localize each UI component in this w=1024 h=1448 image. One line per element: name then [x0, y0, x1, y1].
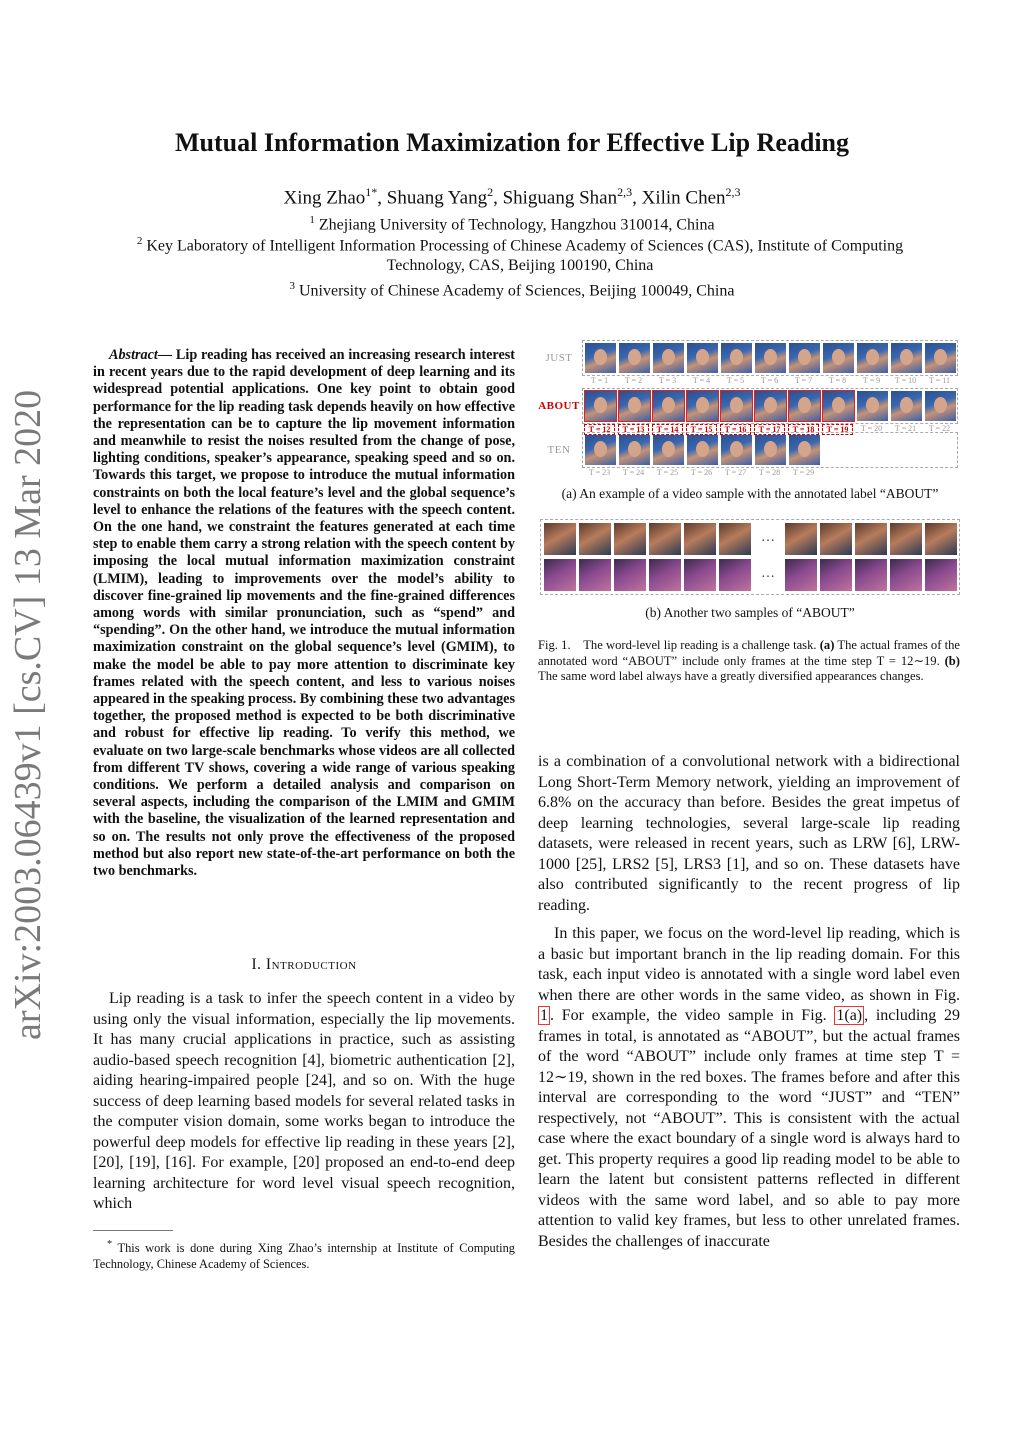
video-frame — [925, 523, 957, 555]
video-frame — [925, 391, 956, 421]
empty-frame — [925, 435, 956, 465]
row-label-just: JUST — [545, 352, 573, 364]
time-label: T = 19 — [822, 424, 853, 435]
time-label: T = 24 — [622, 468, 645, 477]
video-frame — [823, 343, 854, 373]
video-frame — [544, 559, 576, 591]
video-frame — [585, 343, 616, 373]
figure-1a-caption: (a) An example of a video sample with the annotated label “ABOUT” — [561, 486, 939, 501]
video-frame — [579, 559, 611, 591]
video-frame — [789, 391, 820, 421]
time-label: T = 22 — [928, 424, 951, 433]
time-label: T = 4 — [692, 376, 711, 385]
video-frame — [857, 391, 888, 421]
video-frame — [649, 559, 681, 591]
time-label: T = 12 — [584, 424, 615, 435]
row-label-about: ABOUT — [538, 400, 580, 412]
time-label: T = 20 — [860, 424, 883, 433]
video-frame — [721, 391, 752, 421]
affiliation-sup: 3 — [289, 280, 295, 292]
time-label: T = 1 — [590, 376, 609, 385]
video-frame — [614, 523, 646, 555]
affiliation-text: University of Chinese Academy of Sciences, Beijing 100049, China — [299, 282, 735, 300]
author-sup: 2,3 — [725, 185, 741, 199]
figure-1a — [538, 340, 962, 476]
affiliation-3 — [0, 276, 1024, 301]
footnote-text: This work is done during Xing Zhao’s internship at Institute of Computing Technology, Chinese Academy of Sciences. — [93, 1241, 515, 1271]
time-label: T = 7 — [794, 376, 813, 385]
time-label: T = 14 — [652, 424, 683, 435]
time-label: T = 23 — [588, 468, 611, 477]
figure-1b — [540, 519, 960, 595]
author-sup: 2,3 — [617, 185, 633, 199]
intro-paragraph: Lip reading is a task to infer the speech content in a video by using only the visual information, especially the lip movements. It has many crucial applications in practice, such as assisting audio-based speech recognition [4], biometric authentication [2], aiding hearing-impaired people [24], and so on. With the huge success of deep learning based models for several related tasks in the computer vision domain, some works began to introduce the powerful deep models for effective lip reading in these years [2], [20], [19], [16]. For example, [20] proposed an end-to-end deep learning architecture for word level visual speech recognition, which — [93, 990, 515, 1212]
video-frame — [687, 343, 718, 373]
video-frame — [653, 343, 684, 373]
frame-row-just — [582, 340, 958, 376]
figure-reference-link[interactable]: 1(a) — [836, 1007, 863, 1024]
section-title: Introduction — [265, 956, 357, 973]
footnote-rule — [93, 1230, 173, 1231]
video-frame — [785, 559, 817, 591]
time-labels-row-1 — [584, 376, 960, 385]
frame-row-ten — [582, 432, 958, 468]
video-frame — [619, 435, 650, 465]
empty-frame — [823, 435, 854, 465]
section-heading — [93, 956, 515, 974]
video-frame — [755, 343, 786, 373]
video-frame — [891, 343, 922, 373]
paragraph-text: In this paper, we focus on the word-level lip reading, which is a basic but important branch in the lip reading domain. For this task, each input video is annotated with a single word label even when there are other words in the same video, as shown in Fig. — [538, 925, 960, 1004]
video-frame — [687, 435, 718, 465]
time-label: T = 6 — [760, 376, 779, 385]
video-frame — [614, 559, 646, 591]
video-frame — [890, 559, 922, 591]
frame-row-about — [582, 388, 958, 424]
time-label: T = 25 — [656, 468, 679, 477]
author-name: Shiguang Shan — [502, 187, 618, 209]
time-label: T = 8 — [828, 376, 847, 385]
author-list: Xing Zhao$^{1*}$, Shuang Yang$^2$, Shiguang Shan$^{2,3}$, Xilin Chen$^{2,3}$ — [283, 185, 741, 209]
ellipsis: … — [761, 566, 775, 581]
video-frame — [823, 391, 854, 421]
author-sup: 2 — [487, 185, 494, 199]
caption-text: The word-level lip reading is a challenge task. — [583, 638, 820, 652]
video-frame — [579, 523, 611, 555]
footnote — [93, 1237, 515, 1272]
video-frame — [719, 559, 751, 591]
sample-row-1 — [544, 523, 957, 555]
affiliation-2 — [130, 231, 910, 276]
author-sup: 1* — [365, 185, 378, 199]
video-frame — [585, 391, 616, 421]
caption-text: The actual frames of the annotated word “ABOUT” include only frames at the time step T = 12∼19. — [538, 638, 961, 668]
author-name: Xilin Chen — [641, 187, 726, 209]
paper-title: Mutual Information Maximization for Effective Lip Reading — [174, 128, 850, 157]
paragraph-text: , including 29 frames in total, is annotated as “ABOUT”, but the actual frames of the word “ABOUT” include only frames at time step T = 12∼19, shown in the red boxes. The frames before and after this interval are corresponding to the word “JUST” and “TEN” respectively, not “ABOUT”. This is consistent with the actual case where the exact boundary of a single word is always hard to get. This property requires a good lip reading model to be able to learn the latent but consistent patterns reflected in different videos with the same word label, and so able to pay more attention to valid key frames, but less to other unrelated frames. Besides the challenges of inaccurate — [538, 1007, 961, 1250]
intro-left-column — [93, 989, 515, 1215]
affiliation-sup: 1 — [309, 214, 315, 226]
video-frame — [789, 435, 820, 465]
video-frame — [684, 559, 716, 591]
affiliation-text: Zhejiang University of Technology, Hangzhou 310014, China — [318, 216, 715, 234]
video-frame — [649, 523, 681, 555]
time-label: T = 5 — [726, 376, 745, 385]
video-frame — [653, 435, 684, 465]
section-number: I. — [251, 956, 262, 973]
time-label: T = 10 — [894, 376, 917, 385]
video-frame — [687, 391, 718, 421]
time-label: T = 28 — [758, 468, 781, 477]
abstract-text: — Lip reading has received an increasing research interest in recent years due to the rapid development of deep learning and its widespread potential applications. One key point to obtain good performance for the lip reading task depends heavily on how effective the representation can be to capture the lip movement information and meanwhile to resist the noises resulted from the change of pose, lighting conditions, speaker’s appearance, speaking speed and so on. Towards this target, we propose to introduce the mutual information constraints on both the local feature’s level and the global sequence’s level to enhance the relations of the features with the speech content. On the one hand, we constraint the features generated at each time step to enable them carry a strong relation with the speech content by imposing the local mutual information maximization constraint (LMIM), leading to improvements over the model’s ability to discover fine-grained lip movements and the fine-grained differences among words with similar pronunciation, such as “spend” and “spending”. On the other hand, we introduce the mutual information maximization constraint on the global sequence’s level (GMIM), to make the model be able to pay more attention to discriminate key frames related with the speech content, and less to various noises appeared in the speaking process. By combining these two advantages together, the proposed method is expected to be both discriminative and robust for effective lip reading. To verify this method, we evaluate on two large-scale benchmarks whose videos are all collected from different TV shows, covering a wide range of various speaking conditions. We perform a detailed analysis and comparison on several aspects, including the comparison of the LMIM and GMIM with the baseline, the visualization of the learned representation and so on. The results not only prove the effectiveness of the proposed method but also report new state-of-the-art performance on both the two benchmarks. — [93, 347, 515, 880]
author-name: Shuang Yang — [386, 187, 488, 209]
row-label-ten: TEN — [547, 444, 571, 456]
abstract-lead: Abstract — [109, 347, 158, 363]
figure-1b-caption: (b) Another two samples of “ABOUT” — [645, 605, 855, 620]
abstract — [93, 347, 515, 880]
time-label: T = 9 — [862, 376, 881, 385]
figure-reference-link[interactable]: 1 — [540, 1007, 548, 1024]
video-frame — [855, 559, 887, 591]
ellipsis: … — [761, 530, 775, 545]
time-labels-row-3 — [584, 468, 960, 477]
intro-paragraph — [538, 924, 960, 1252]
affiliation-text: Key Laboratory of Intelligent Information Processing of Chinese Academy of Sciences (CAS), Institute of Computing Technology, CAS, Beijing 100190, China — [146, 237, 904, 275]
time-label: T = 27 — [724, 468, 747, 477]
video-frame — [789, 343, 820, 373]
video-frame — [785, 523, 817, 555]
video-frame — [820, 559, 852, 591]
video-frame — [891, 391, 922, 421]
video-frame — [585, 435, 616, 465]
time-label: T = 18 — [788, 424, 819, 435]
video-frame — [855, 523, 887, 555]
time-label: T = 16 — [720, 424, 751, 435]
video-frame — [857, 343, 888, 373]
time-label: T = 11 — [929, 376, 950, 385]
video-frame — [721, 435, 752, 465]
intro-paragraph: is a combination of a convolutional network with a bidirectional Long Short-Term Memory network, yielding an improvement of 6.8% on the accuracy than before. Besides the great impetus of deep learning technologies, several large-scale lip reading datasets, were released in recent years, such as LRW [6], LRW-1000 [25], LRS2 [5], LRS3 [1], and so on. These datasets have also contributed significantly to the recent progress of lip reading. — [538, 753, 960, 914]
time-label: T = 26 — [690, 468, 713, 477]
arxiv-watermark: arXiv:2003.06439v1 [cs.CV] 13 Mar 2020 — [7, 389, 49, 1040]
video-frame — [619, 343, 650, 373]
paragraph-text: . For example, the video sample in Fig. — [550, 1007, 835, 1024]
video-frame — [925, 343, 956, 373]
video-frame — [925, 559, 957, 591]
video-frame — [653, 391, 684, 421]
time-label: T = 3 — [658, 376, 677, 385]
affiliation-sup: 2 — [136, 235, 143, 247]
caption-text: The same word label always have a greatly diversified appearances changes. — [538, 669, 924, 684]
figure-label: Fig. 1. — [538, 638, 571, 652]
video-frame — [755, 435, 786, 465]
figure-1-caption — [538, 638, 960, 685]
video-frame — [721, 343, 752, 373]
video-frame — [890, 523, 922, 555]
empty-frame — [857, 435, 888, 465]
time-label: T = 15 — [686, 424, 717, 435]
video-frame — [684, 523, 716, 555]
right-column-text — [538, 752, 960, 1260]
author-name: Xing Zhao — [283, 187, 366, 209]
video-frame — [820, 523, 852, 555]
time-label: T = 29 — [792, 468, 815, 477]
caption-bold: (a) — [819, 638, 835, 652]
time-label: T = 21 — [894, 424, 917, 433]
video-frame — [719, 523, 751, 555]
time-label: T = 13 — [618, 424, 649, 435]
time-label: T = 2 — [624, 376, 643, 385]
time-label: T = 17 — [754, 424, 785, 435]
empty-frame — [891, 435, 922, 465]
video-frame — [619, 391, 650, 421]
caption-bold: (b) — [944, 653, 960, 668]
sample-row-2 — [544, 559, 957, 591]
video-frame — [755, 391, 786, 421]
footnote-mark: * — [107, 1239, 113, 1250]
video-frame — [544, 523, 576, 555]
